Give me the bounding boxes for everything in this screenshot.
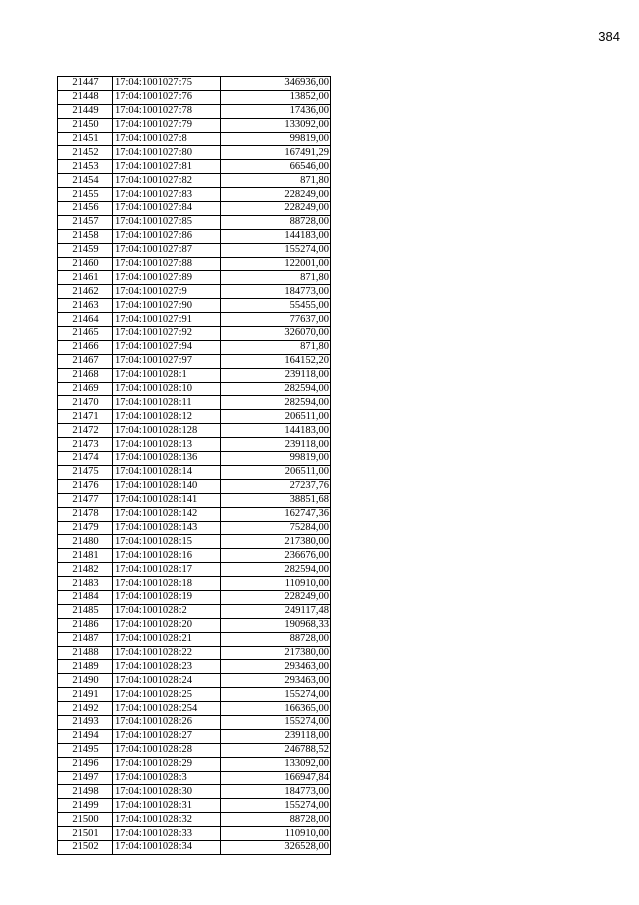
- row-number-cell: 21487: [58, 632, 113, 646]
- cadastral-number-cell: 17:04:1001028:24: [113, 674, 221, 688]
- row-number-cell: 21448: [58, 90, 113, 104]
- cadastral-number-cell: 17:04:1001027:85: [113, 215, 221, 229]
- table-row: [58, 382, 331, 396]
- table-row: [58, 493, 331, 507]
- row-number-cell: 21452: [58, 146, 113, 160]
- table-row: [58, 674, 331, 688]
- amount-cell: 293463,00: [221, 660, 331, 674]
- amount-cell: 66546,00: [221, 160, 331, 174]
- row-number-cell: 21486: [58, 618, 113, 632]
- cadastral-number-cell: 17:04:1001028:14: [113, 465, 221, 479]
- table-row: [58, 77, 331, 91]
- table-row: [58, 313, 331, 327]
- table-row: [58, 757, 331, 771]
- cadastral-number-cell: 17:04:1001028:13: [113, 438, 221, 452]
- cadastral-number-cell: 17:04:1001027:81: [113, 160, 221, 174]
- table-row: [58, 535, 331, 549]
- table-row: [58, 827, 331, 841]
- row-number-cell: 21451: [58, 132, 113, 146]
- table-row: [58, 396, 331, 410]
- row-number-cell: 21489: [58, 660, 113, 674]
- row-number-cell: 21450: [58, 118, 113, 132]
- table-row: [58, 299, 331, 313]
- row-number-cell: 21462: [58, 285, 113, 299]
- table-row: [58, 354, 331, 368]
- cadastral-number-cell: 17:04:1001028:11: [113, 396, 221, 410]
- table-row: [58, 215, 331, 229]
- amount-cell: 236676,00: [221, 549, 331, 563]
- row-number-cell: 21455: [58, 188, 113, 202]
- table-row: [58, 257, 331, 271]
- row-number-cell: 21485: [58, 604, 113, 618]
- amount-cell: 346936,00: [221, 77, 331, 91]
- cadastral-number-cell: 17:04:1001027:90: [113, 299, 221, 313]
- table-row: [58, 563, 331, 577]
- amount-cell: 88728,00: [221, 813, 331, 827]
- table-row: [58, 521, 331, 535]
- row-number-cell: 21474: [58, 452, 113, 466]
- row-number-cell: 21472: [58, 424, 113, 438]
- row-number-cell: 21454: [58, 174, 113, 188]
- row-number-cell: 21490: [58, 674, 113, 688]
- cadastral-number-cell: 17:04:1001028:254: [113, 702, 221, 716]
- amount-cell: 293463,00: [221, 674, 331, 688]
- cadastral-number-cell: 17:04:1001028:141: [113, 493, 221, 507]
- amount-cell: 99819,00: [221, 132, 331, 146]
- row-number-cell: 21494: [58, 729, 113, 743]
- table-row: [58, 229, 331, 243]
- table-row: [58, 410, 331, 424]
- cadastral-number-cell: 17:04:1001027:92: [113, 327, 221, 341]
- amount-cell: 166947,84: [221, 771, 331, 785]
- row-number-cell: 21458: [58, 229, 113, 243]
- cadastral-number-cell: 17:04:1001028:34: [113, 840, 221, 854]
- table-row: [58, 90, 331, 104]
- cadastral-number-cell: 17:04:1001028:32: [113, 813, 221, 827]
- amount-cell: 110910,00: [221, 577, 331, 591]
- row-number-cell: 21501: [58, 827, 113, 841]
- cadastral-number-cell: 17:04:1001028:20: [113, 618, 221, 632]
- row-number-cell: 21491: [58, 688, 113, 702]
- row-number-cell: 21464: [58, 313, 113, 327]
- amount-cell: 164152,20: [221, 354, 331, 368]
- cadastral-number-cell: 17:04:1001027:80: [113, 146, 221, 160]
- cadastral-number-cell: 17:04:1001028:2: [113, 604, 221, 618]
- table-row: [58, 174, 331, 188]
- row-number-cell: 21463: [58, 299, 113, 313]
- row-number-cell: 21478: [58, 507, 113, 521]
- amount-cell: 55455,00: [221, 299, 331, 313]
- row-number-cell: 21461: [58, 271, 113, 285]
- row-number-cell: 21476: [58, 479, 113, 493]
- amount-cell: 13852,00: [221, 90, 331, 104]
- amount-cell: 282594,00: [221, 382, 331, 396]
- table-row: [58, 632, 331, 646]
- row-number-cell: 21469: [58, 382, 113, 396]
- row-number-cell: 21475: [58, 465, 113, 479]
- row-number-cell: 21497: [58, 771, 113, 785]
- cadastral-number-cell: 17:04:1001027:82: [113, 174, 221, 188]
- row-number-cell: 21459: [58, 243, 113, 257]
- table-row: [58, 202, 331, 216]
- amount-cell: 871,80: [221, 174, 331, 188]
- amount-cell: 77637,00: [221, 313, 331, 327]
- amount-cell: 217380,00: [221, 535, 331, 549]
- table-row: [58, 243, 331, 257]
- table-row: [58, 646, 331, 660]
- cadastral-number-cell: 17:04:1001028:18: [113, 577, 221, 591]
- amount-cell: 155274,00: [221, 688, 331, 702]
- row-number-cell: 21457: [58, 215, 113, 229]
- amount-cell: 282594,00: [221, 563, 331, 577]
- table-row: [58, 590, 331, 604]
- cadastral-number-cell: 17:04:1001027:97: [113, 354, 221, 368]
- table-row: [58, 368, 331, 382]
- table-row: [58, 104, 331, 118]
- row-number-cell: 21488: [58, 646, 113, 660]
- cadastral-number-cell: 17:04:1001028:30: [113, 785, 221, 799]
- cadastral-number-cell: 17:04:1001028:29: [113, 757, 221, 771]
- table-row: [58, 604, 331, 618]
- table-row: [58, 160, 331, 174]
- row-number-cell: 21471: [58, 410, 113, 424]
- cadastral-number-cell: 17:04:1001027:83: [113, 188, 221, 202]
- amount-cell: 155274,00: [221, 799, 331, 813]
- amount-cell: 75284,00: [221, 521, 331, 535]
- row-number-cell: 21470: [58, 396, 113, 410]
- cadastral-number-cell: 17:04:1001027:78: [113, 104, 221, 118]
- cadastral-number-cell: 17:04:1001028:31: [113, 799, 221, 813]
- cadastral-number-cell: 17:04:1001028:12: [113, 410, 221, 424]
- row-number-cell: 21453: [58, 160, 113, 174]
- amount-cell: 184773,00: [221, 785, 331, 799]
- table-row: [58, 146, 331, 160]
- cadastral-number-cell: 17:04:1001028:25: [113, 688, 221, 702]
- row-number-cell: 21456: [58, 202, 113, 216]
- cadastral-number-cell: 17:04:1001027:75: [113, 77, 221, 91]
- table-row: [58, 479, 331, 493]
- table-row: [58, 702, 331, 716]
- table-row: [58, 465, 331, 479]
- cadastral-number-cell: 17:04:1001028:15: [113, 535, 221, 549]
- cadastral-number-cell: 17:04:1001028:26: [113, 715, 221, 729]
- table-row: [58, 188, 331, 202]
- table-row: [58, 452, 331, 466]
- amount-cell: 249117,48: [221, 604, 331, 618]
- amount-cell: 217380,00: [221, 646, 331, 660]
- amount-cell: 871,80: [221, 340, 331, 354]
- cadastral-number-cell: 17:04:1001028:23: [113, 660, 221, 674]
- amount-cell: 38851,68: [221, 493, 331, 507]
- cadastral-number-cell: 17:04:1001027:91: [113, 313, 221, 327]
- table-row: [58, 424, 331, 438]
- row-number-cell: 21447: [58, 77, 113, 91]
- cadastral-number-cell: 17:04:1001028:136: [113, 452, 221, 466]
- amount-cell: 27237,76: [221, 479, 331, 493]
- table-row: [58, 729, 331, 743]
- amount-cell: 228249,00: [221, 202, 331, 216]
- table-row: [58, 688, 331, 702]
- cadastral-number-cell: 17:04:1001028:3: [113, 771, 221, 785]
- cadastral-number-cell: 17:04:1001028:1: [113, 368, 221, 382]
- cadastral-number-cell: 17:04:1001028:17: [113, 563, 221, 577]
- row-number-cell: 21468: [58, 368, 113, 382]
- cadastral-number-cell: 17:04:1001027:87: [113, 243, 221, 257]
- row-number-cell: 21473: [58, 438, 113, 452]
- amount-cell: 166365,00: [221, 702, 331, 716]
- table-row: [58, 577, 331, 591]
- amount-cell: 88728,00: [221, 215, 331, 229]
- row-number-cell: 21449: [58, 104, 113, 118]
- amount-cell: 167491,29: [221, 146, 331, 160]
- cadastral-number-cell: 17:04:1001028:21: [113, 632, 221, 646]
- table-row: [58, 118, 331, 132]
- amount-cell: 17436,00: [221, 104, 331, 118]
- amount-cell: 144183,00: [221, 229, 331, 243]
- cadastral-number-cell: 17:04:1001027:94: [113, 340, 221, 354]
- amount-cell: 206511,00: [221, 410, 331, 424]
- cadastral-number-cell: 17:04:1001027:84: [113, 202, 221, 216]
- table-row: [58, 771, 331, 785]
- cadastral-number-cell: 17:04:1001027:86: [113, 229, 221, 243]
- amount-cell: 326528,00: [221, 840, 331, 854]
- cadastral-number-cell: 17:04:1001028:143: [113, 521, 221, 535]
- amount-cell: 155274,00: [221, 715, 331, 729]
- table-body: [58, 77, 331, 855]
- amount-cell: 99819,00: [221, 452, 331, 466]
- table-row: [58, 132, 331, 146]
- table-row: [58, 549, 331, 563]
- cadastral-number-cell: 17:04:1001027:8: [113, 132, 221, 146]
- amount-cell: 871,80: [221, 271, 331, 285]
- table-row: [58, 271, 331, 285]
- amount-cell: 162747,36: [221, 507, 331, 521]
- table-row: [58, 507, 331, 521]
- amount-cell: 184773,00: [221, 285, 331, 299]
- amount-cell: 190968,33: [221, 618, 331, 632]
- cadastral-number-cell: 17:04:1001027:88: [113, 257, 221, 271]
- table-row: [58, 743, 331, 757]
- cadastral-number-cell: 17:04:1001027:76: [113, 90, 221, 104]
- table-row: [58, 327, 331, 341]
- amount-cell: 246788,52: [221, 743, 331, 757]
- table-row: [58, 813, 331, 827]
- amount-cell: 110910,00: [221, 827, 331, 841]
- table-row: [58, 438, 331, 452]
- row-number-cell: 21493: [58, 715, 113, 729]
- amount-cell: 239118,00: [221, 438, 331, 452]
- row-number-cell: 21481: [58, 549, 113, 563]
- cadastral-number-cell: 17:04:1001027:9: [113, 285, 221, 299]
- cadastral-number-cell: 17:04:1001028:19: [113, 590, 221, 604]
- amount-cell: 155274,00: [221, 243, 331, 257]
- row-number-cell: 21465: [58, 327, 113, 341]
- amount-cell: 133092,00: [221, 118, 331, 132]
- row-number-cell: 21483: [58, 577, 113, 591]
- cadastral-number-cell: 17:04:1001028:142: [113, 507, 221, 521]
- table-row: [58, 799, 331, 813]
- table-row: [58, 340, 331, 354]
- amount-cell: 228249,00: [221, 188, 331, 202]
- cadastral-number-cell: 17:04:1001028:28: [113, 743, 221, 757]
- amount-cell: 133092,00: [221, 757, 331, 771]
- cadastral-number-cell: 17:04:1001028:140: [113, 479, 221, 493]
- table-row: [58, 785, 331, 799]
- table-row: [58, 840, 331, 854]
- row-number-cell: 21477: [58, 493, 113, 507]
- row-number-cell: 21499: [58, 799, 113, 813]
- row-number-cell: 21496: [58, 757, 113, 771]
- page-number: 384: [598, 29, 620, 44]
- amount-cell: 206511,00: [221, 465, 331, 479]
- row-number-cell: 21498: [58, 785, 113, 799]
- table-row: [58, 660, 331, 674]
- data-table: [57, 76, 331, 855]
- amount-cell: 282594,00: [221, 396, 331, 410]
- row-number-cell: 21492: [58, 702, 113, 716]
- amount-cell: 228249,00: [221, 590, 331, 604]
- cadastral-number-cell: 17:04:1001028:16: [113, 549, 221, 563]
- cadastral-number-cell: 17:04:1001028:33: [113, 827, 221, 841]
- amount-cell: 239118,00: [221, 368, 331, 382]
- row-number-cell: 21466: [58, 340, 113, 354]
- table-row: [58, 618, 331, 632]
- table-row: [58, 285, 331, 299]
- cadastral-number-cell: 17:04:1001028:10: [113, 382, 221, 396]
- amount-cell: 239118,00: [221, 729, 331, 743]
- amount-cell: 88728,00: [221, 632, 331, 646]
- row-number-cell: 21495: [58, 743, 113, 757]
- row-number-cell: 21460: [58, 257, 113, 271]
- row-number-cell: 21479: [58, 521, 113, 535]
- row-number-cell: 21480: [58, 535, 113, 549]
- amount-cell: 122001,00: [221, 257, 331, 271]
- cadastral-number-cell: 17:04:1001028:128: [113, 424, 221, 438]
- cadastral-number-cell: 17:04:1001027:79: [113, 118, 221, 132]
- amount-cell: 144183,00: [221, 424, 331, 438]
- amount-cell: 326070,00: [221, 327, 331, 341]
- cadastral-number-cell: 17:04:1001027:89: [113, 271, 221, 285]
- cadastral-number-cell: 17:04:1001028:27: [113, 729, 221, 743]
- row-number-cell: 21502: [58, 840, 113, 854]
- row-number-cell: 21484: [58, 590, 113, 604]
- cadastral-number-cell: 17:04:1001028:22: [113, 646, 221, 660]
- row-number-cell: 21482: [58, 563, 113, 577]
- row-number-cell: 21467: [58, 354, 113, 368]
- row-number-cell: 21500: [58, 813, 113, 827]
- table-row: [58, 715, 331, 729]
